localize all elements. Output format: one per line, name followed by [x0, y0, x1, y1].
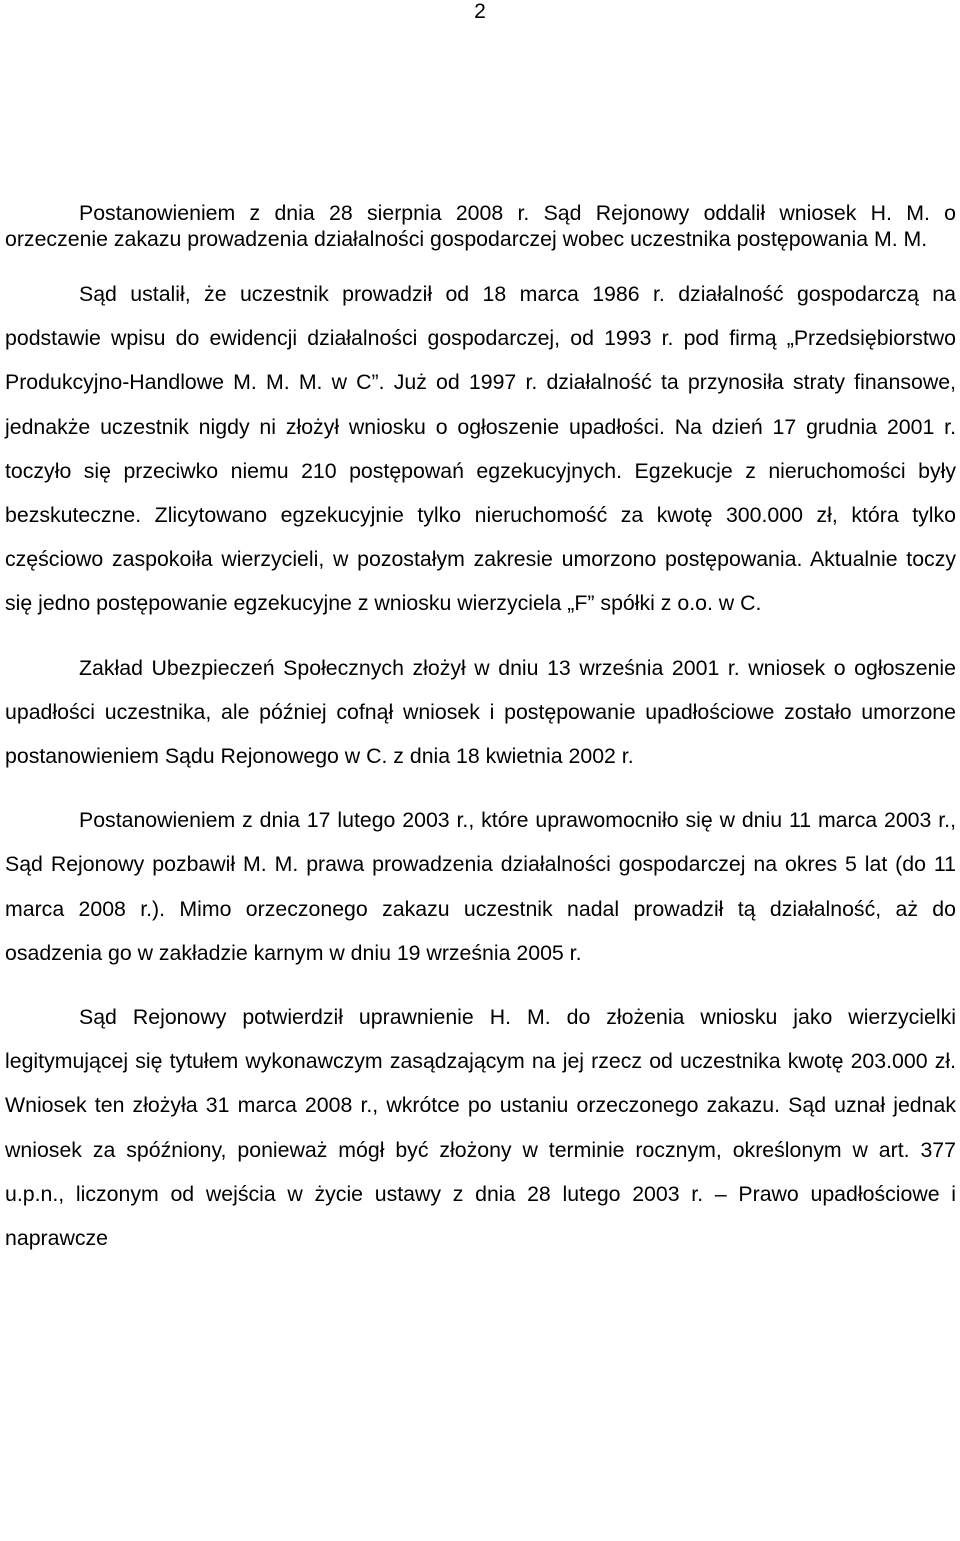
- paragraph-2: Sąd ustalił, że uczestnik prowadził od 18 marca 1986 r. działalność gospodarczą na podstawie wpisu do ewidencji działalności gospodarczej, od 1993 r. pod firmą „Przedsiębiorstwo Produkcyjno-Handlowe M. M. M. w C”. Już od 1997 r. działalność ta przynosiła straty finansowe, jednakże uczestnik nigdy ni złożył wniosku o ogłoszenie upadłości. Na dzień 17 grudnia 2001 r. toczyło się przeciwko niemu 210 postępowań egzekucyjnych. Egzekucje z nieruchomości były bezskuteczne. Zlicytowano egzekucyjnie tylko nieruchomość za kwotę 300.000 zł, która tylko częściowo zaspokoiła wierzycieli, w pozostałym zakresie umorzono postępowania. Aktualnie toczy się jedno postępowanie egzekucyjne z wniosku wierzyciela „F” spółki z o.o. w C.: [5, 282, 956, 616]
- paragraph-5: Sąd Rejonowy potwierdził uprawnienie H. M. do złożenia wniosku jako wierzycielki legitymującej się tytułem wykonawczym zasądzającym na jej rzecz od uczestnika kwotę 203.000 zł. Wniosek ten złożyła 31 marca 2008 r., wkrótce po ustaniu orzeczonego zakazu. Sąd uznał jednak wniosek za spóźniony, ponieważ mógł być złożony w terminie rocznym, określonym w art. 377 u.p.n., liczonym od wejścia w życie ustawy z dnia 28 lutego 2003 r. – Prawo upadłościowe i naprawcze: [5, 1005, 956, 1251]
- paragraph-3: Zakład Ubezpieczeń Społecznych złożył w dniu 13 września 2001 r. wniosek o ogłoszenie upadłości uczestnika, ale później cofnął wniosek i postępowanie upadłościowe zostało umorzone postanowieniem Sądu Rejonowego w C. z dnia 18 kwietnia 2002 r.: [5, 655, 956, 769]
- page-number: 2: [474, 0, 486, 23]
- paragraph-1: Postanowieniem z dnia 28 sierpnia 2008 r. Sąd Rejonowy oddalił wniosek H. M. o orzeczenie zakazu prowadzenia działalności gospodarczej wobec uczestnika postępowania M. M.: [5, 201, 956, 251]
- document-body: [5, 200, 956, 1260]
- paragraph-4: Postanowieniem z dnia 17 lutego 2003 r., które uprawomocniło się w dniu 11 marca 2003 r., Sąd Rejonowy pozbawił M. M. prawa prowadzenia działalności gospodarczej na okres 5 lat (do 11 marca 2008 r.). Mimo orzeczonego zakazu uczestnik nadal prowadził tą działalność, aż do osadzenia go w zakładzie karnym w dniu 19 września 2005 r.: [5, 808, 956, 965]
